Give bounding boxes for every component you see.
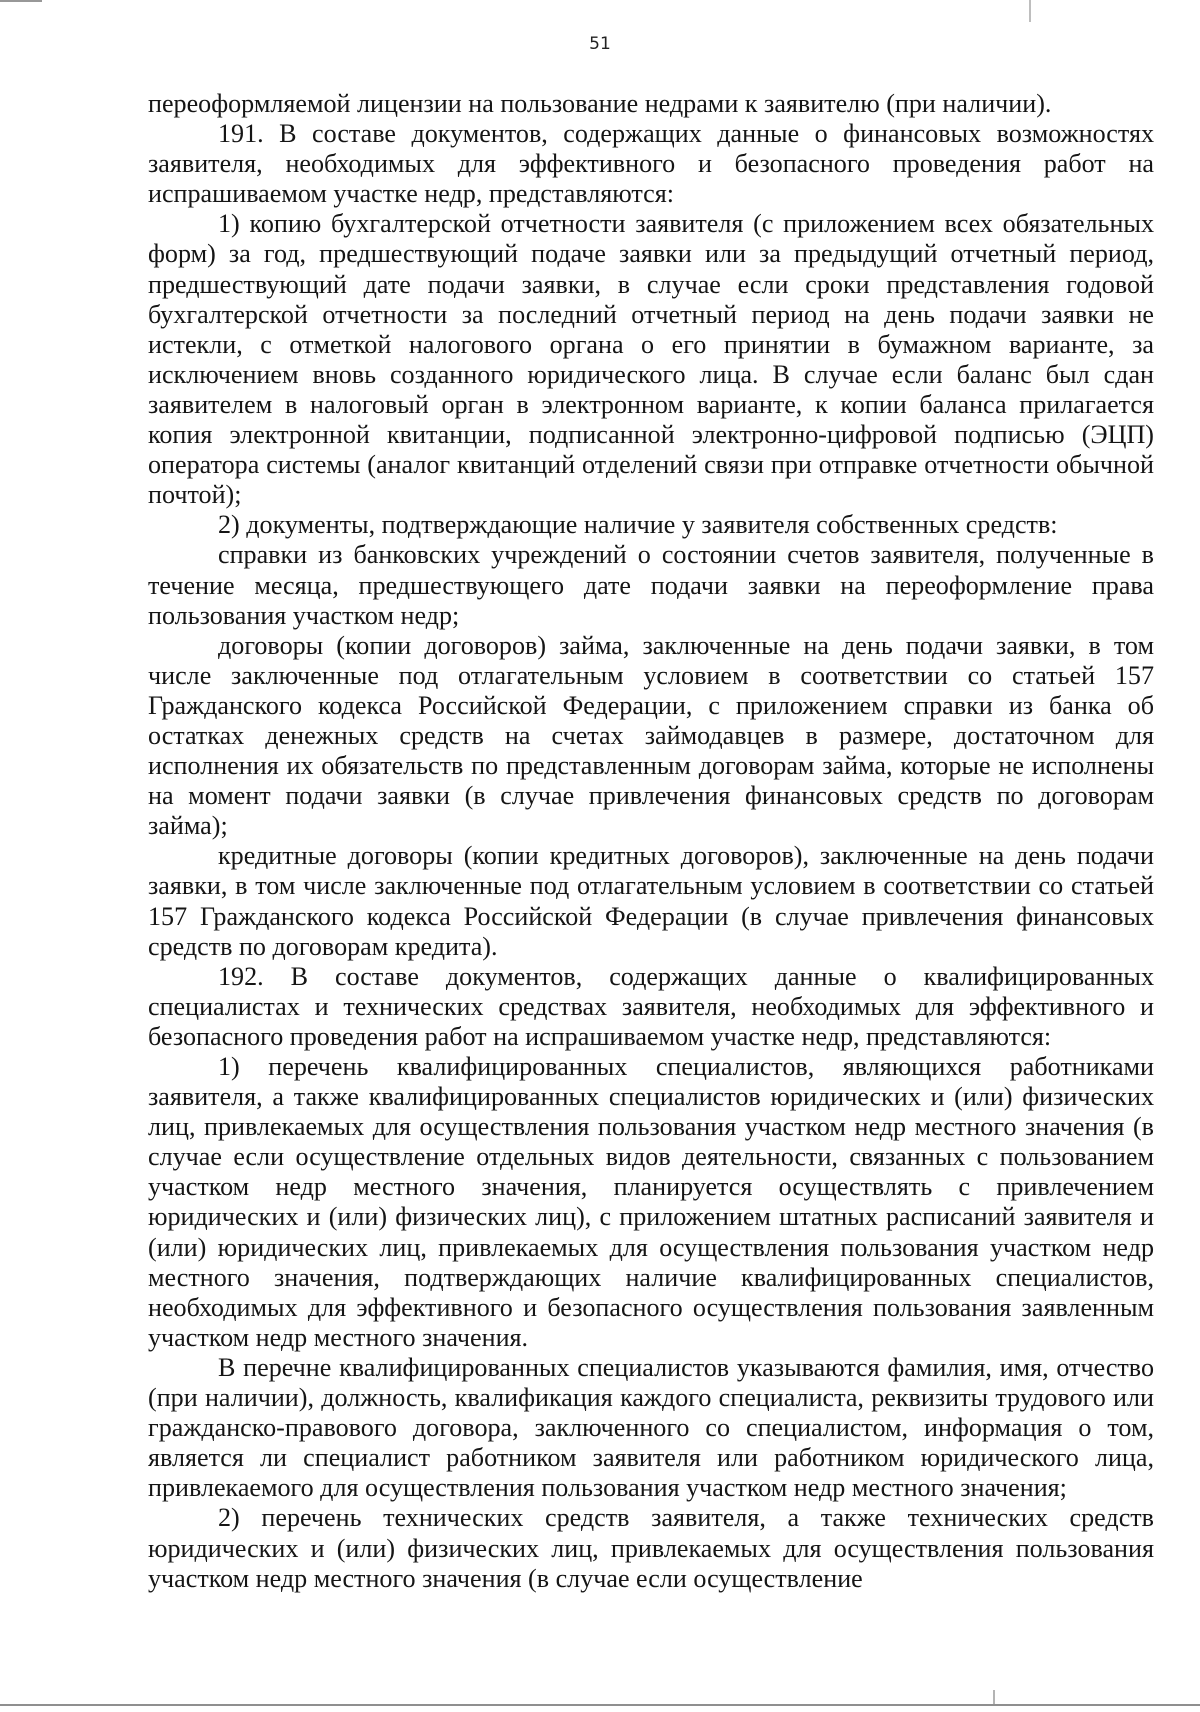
paragraph-credit-agreements: кредитные договоры (копии кредитных договоров), заключенные на день подачи заявки, в том числе заключенные под отлагательным условием в соответствии со статьей 157 Гражданского кодекса Российской Федерации (в случае привлечения финансовых средств по договорам кредита). xyxy=(148,841,1154,961)
scan-edge-mark xyxy=(1029,0,1031,22)
paragraph-bank-statements: справки из банковских учреждений о состоянии счетов заявителя, полученные в течение месяца, предшествующего дате подачи заявки на переоформление права пользования участком недр; xyxy=(148,540,1154,630)
scan-edge-line xyxy=(0,1704,1200,1706)
paragraph-191-item-1: 1) копию бухгалтерской отчетности заявителя (с приложением всех обязательных форм) за год, предшествующий подаче заявки или за предыдущий отчетный период, предшествующий дате подачи заявки, в случае если сроки представления годовой бухгалтерской отчетности за последний отчетный период на день подачи заявки не истекли, с отметкой налогового органа о его принятии в бумажном варианте, за исключением вновь созданного юридического лица. В случае если баланс был сдан заявителем в налоговый орган в электронном варианте, к копии баланса прилагается копия электронной квитанции, подписанной электронно-цифровой подписью (ЭЦП) оператора системы (аналог квитанций отделений связи при отправке отчетности обычной почтой); xyxy=(148,209,1154,510)
paragraph-clause-192: 192. В составе документов, содержащих данные о квалифицированных специалистах и технических средствах заявителя, необходимых для эффективного и безопасного проведения работ на испрашиваемом участке недр, представляются: xyxy=(148,961,1154,1051)
paragraph-continuation: переоформляемой лицензии на пользование недрами к заявителю (при наличии). xyxy=(148,89,1052,118)
paragraph-192-item-1: 1) перечень квалифицированных специалистов, являющихся работниками заявителя, а также квалифицированных специалистов юридических и (или) физических лиц, привлекаемых для осуществления пользования участком недр местного значения (в случае если осуществление отдельных видов деятельности, связанных с пользованием участком недр местного значения, планируется осуществлять с привлечением юридических и (или) физических лиц), с приложением штатных расписаний заявителя и (или) юридических лиц, привлекаемых для осуществления пользования участком недр местного значения, подтверждающих наличие квалифицированных специалистов, необходимых для эффективного и безопасного осуществления пользования заявленным участком недр местного значения. xyxy=(148,1052,1154,1352)
scan-edge-mark xyxy=(993,1690,995,1704)
paragraph-clause-191: 191. В составе документов, содержащих данные о финансовых возможностях заявителя, необходимых для эффективного и безопасного проведения работ на испрашиваемом участке недр, представляются: xyxy=(148,119,1154,209)
document-body xyxy=(148,89,1154,1594)
paragraph-191-item-2: 2) документы, подтверждающие наличие у заявителя собственных средств: xyxy=(218,510,1058,540)
scan-edge-mark xyxy=(0,0,42,2)
paragraph-192-item-2: 2) перечень технических средств заявителя, а также технических средств юридических и (или) физических лиц, привлекаемых для осуществления пользования участком недр местного значения (в случае если осуществление xyxy=(148,1503,1154,1593)
paragraph-loan-agreements: договоры (копии договоров) займа, заключенные на день подачи заявки, в том числе заключенные под отлагательным условием в соответствии со статьей 157 Гражданского кодекса Российской Федерации, с приложением справки из банка об остатках денежных средств на счетах займодавцев в размере, достаточном для исполнения их обязательств по представленным договорам займа, которые не исполнены на момент подачи заявки (в случае привлечения финансовых средств по договорам займа); xyxy=(148,630,1154,841)
page-number: 51 xyxy=(589,34,611,54)
paragraph-specialists-list: В перечне квалифицированных специалистов указываются фамилия, имя, отчество (при наличии), должность, квалификация каждого специалиста, реквизиты трудового или гражданско-правового договора, заключенного со специалистом, информация о том, является ли специалист работником заявителя или работником юридического лица, привлекаемого для осуществления пользования участком недр местного значения; xyxy=(148,1352,1154,1503)
